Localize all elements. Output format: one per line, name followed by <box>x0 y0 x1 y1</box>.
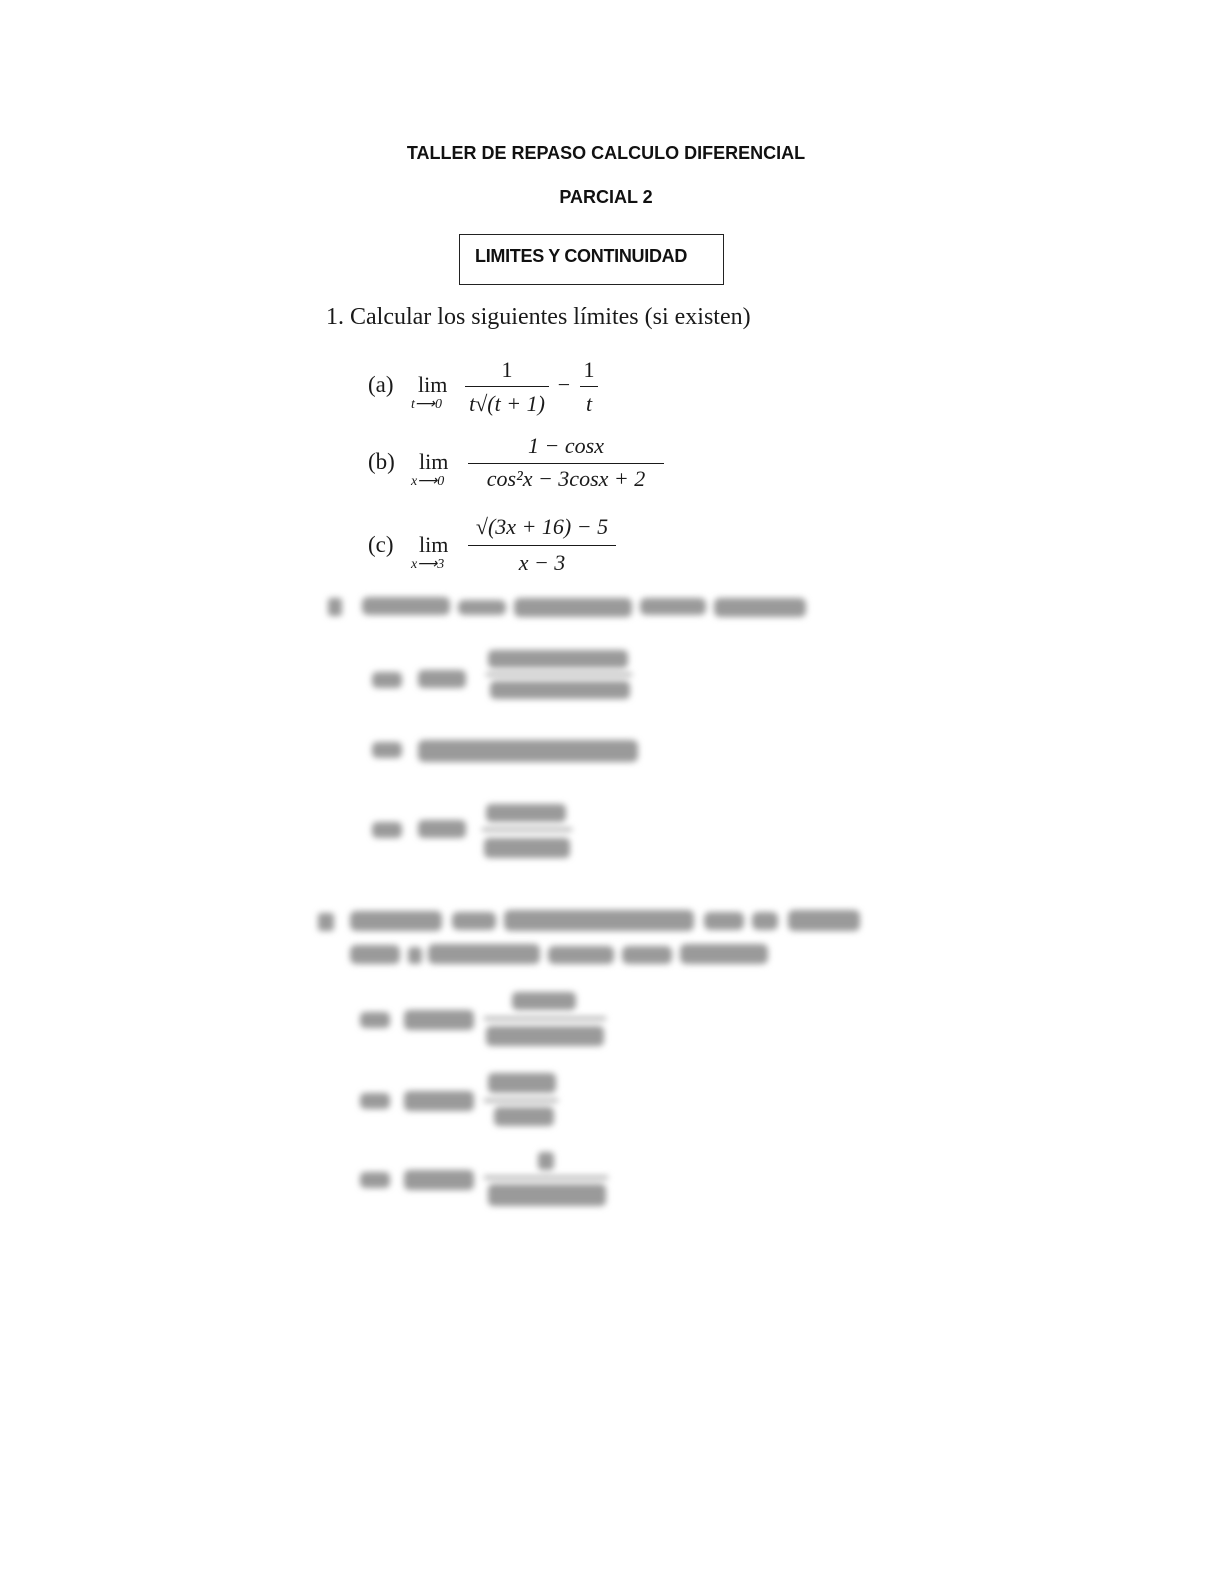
fraction-numerator: 1 − cosx <box>528 433 604 458</box>
fraction-numerator: √(3x + 16) − 5 <box>475 514 609 539</box>
fraction-denominator: cos²x − 3cosx + 2 <box>486 466 646 491</box>
fraction-denominator: x − 3 <box>518 550 566 575</box>
lim-approach: x⟶3 <box>411 557 445 572</box>
fraction-numerator: 1 <box>501 357 513 382</box>
item-label: (b) <box>368 449 395 474</box>
document-subtitle: PARCIAL 2 <box>559 187 653 207</box>
fraction-numerator: 1 <box>583 357 595 382</box>
fraction-denominator: t√(t + 1) <box>469 391 545 416</box>
minus-operator: − <box>557 372 571 397</box>
item-label: (c) <box>368 532 394 557</box>
item-label: (a) <box>368 372 394 397</box>
question-1-heading: 1. Calcular los siguientes límites (si existen) <box>326 304 751 330</box>
lim-approach: x⟶0 <box>411 474 445 489</box>
lim-operator: lim <box>419 532 449 557</box>
lim-operator: lim <box>419 449 449 474</box>
fraction-denominator: t <box>585 391 593 416</box>
document-title: TALLER DE REPASO CALCULO DIFERENCIAL <box>406 143 806 163</box>
lim-approach: t⟶0 <box>411 397 442 412</box>
topic-label: LIMITES Y CONTINUIDAD <box>475 246 688 266</box>
lim-operator: lim <box>418 372 448 397</box>
